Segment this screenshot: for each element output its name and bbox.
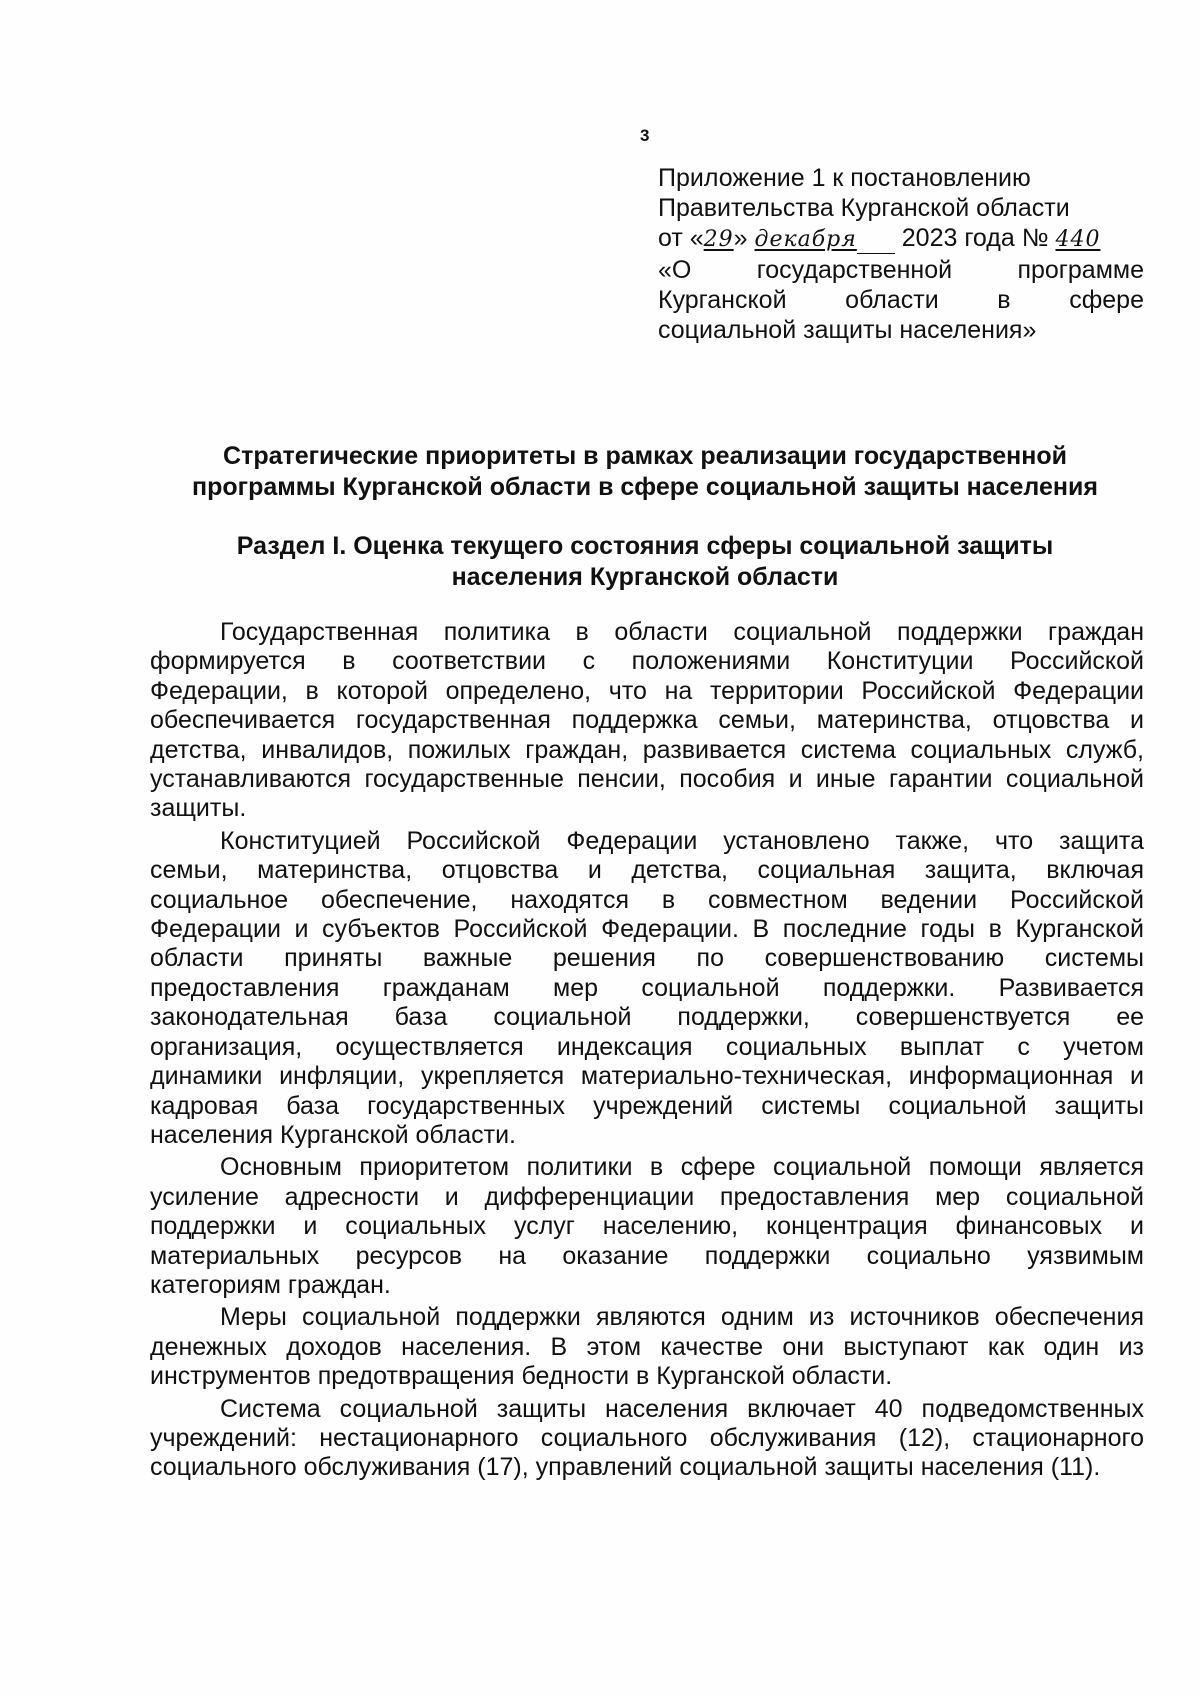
section-heading-line: Раздел I. Оценка текущего состояния сферы социальной защиты xyxy=(236,532,1054,560)
date-year: 2023 года № xyxy=(901,224,1049,252)
paragraph xyxy=(150,1395,1144,1483)
paragraph-line: материальных ресурсов на оказание поддержки социально уязвимым xyxy=(150,1241,1144,1270)
paragraph-line: обеспечивается государственная поддержка семьи, материнства, отцовства и xyxy=(150,706,1144,735)
appendix-date-line xyxy=(658,223,1144,255)
appendix-line: Курганской области в сфере xyxy=(658,286,1144,314)
paragraph xyxy=(150,1303,1144,1391)
section-heading xyxy=(150,531,1140,593)
section-heading-line: населения Курганской области xyxy=(451,563,839,591)
paragraph xyxy=(150,1153,1144,1300)
paragraph-line: Государственная политика в области социальной поддержки граждан xyxy=(220,618,1144,646)
paragraph-line: усиление адресности и дифференциации предоставления мер социальной xyxy=(150,1182,1144,1211)
paragraph-line: социальное обеспечение, находятся в совместном ведении Российской xyxy=(150,885,1144,914)
handwritten-day: 29 xyxy=(703,227,734,252)
body-text xyxy=(150,618,1144,1483)
paragraph-line: организация, осуществляется индексация социальных выплат с учетом xyxy=(150,1032,1144,1061)
appendix-line: социальной защиты населения» xyxy=(658,316,1037,344)
paragraph-line: населения Курганской области. xyxy=(150,1120,516,1149)
paragraph-line: Федерации и субъектов Российской Федерации. В последние годы в Курганской xyxy=(150,915,1144,944)
paragraph-line: категориям граждан. xyxy=(150,1270,391,1299)
paragraph xyxy=(150,618,1144,824)
paragraph-line: учреждений: нестационарного социального обслуживания (12), стационарного xyxy=(150,1423,1144,1452)
paragraph-line: устанавливаются государственные пенсии, пособия и иные гарантии социальной xyxy=(150,765,1144,794)
paragraph xyxy=(150,827,1144,1150)
page-number: 3 xyxy=(640,126,650,145)
paragraph-line: Федерации, в которой определено, что на территории Российской Федерации xyxy=(150,676,1144,705)
paragraph-line: семьи, материнства, отцовства и детства, социальная защита, включая xyxy=(150,856,1144,885)
paragraph-line: кадровая база государственных учреждений системы социальной защиты xyxy=(150,1091,1144,1120)
document-title xyxy=(150,441,1140,503)
paragraph-line: детства, инвалидов, пожилых граждан, развивается система социальных служб, xyxy=(150,735,1144,764)
date-prefix: от « xyxy=(658,224,704,252)
paragraph-line: Основным приоритетом политики в сфере социальной помощи является xyxy=(220,1153,1144,1182)
paragraph-line: динамики инфляции, укрепляется материально-техническая, информационная и xyxy=(150,1062,1144,1091)
paragraph-line: области приняты важные решения по совершенствованию системы xyxy=(150,944,1144,973)
paragraph-line: Конституцией Российской Федерации установлено также, что защита xyxy=(220,826,1144,855)
date-mid: » xyxy=(733,224,748,252)
paragraph-line: Система социальной защиты населения включает 40 подведомственных xyxy=(220,1394,1144,1423)
appendix-line: «О государственной программе xyxy=(658,256,1144,284)
title-line: программы Курганской области в сфере социальной защиты населения xyxy=(192,473,1098,501)
appendix-line: Приложение 1 к постановлению xyxy=(658,164,1031,192)
paragraph-line: формируется в соответствии с положениями Конституции Российской xyxy=(150,647,1144,676)
appendix-line: Правительства Курганской области xyxy=(658,194,1070,222)
title-line: Стратегические приоритеты в рамках реализации государственной xyxy=(223,442,1067,470)
paragraph-line: Меры социальной поддержки являются одним из источников обеспечения xyxy=(220,1303,1144,1332)
blank-line xyxy=(857,223,895,254)
paragraph-line: денежных доходов населения. В этом качестве они выступают как один из xyxy=(150,1332,1144,1361)
appendix-header xyxy=(658,163,1144,345)
paragraph-line: инструментов предотвращения бедности в Курганской области. xyxy=(150,1362,893,1391)
handwritten-month: декабря xyxy=(754,227,857,252)
paragraph-line: защиты. xyxy=(150,794,247,823)
paragraph-line: поддержки и социальных услуг населению, концентрация финансовых и xyxy=(150,1212,1144,1241)
paragraph-line: социального обслуживания (17), управлений социальной защиты населения (11). xyxy=(150,1453,1101,1482)
paragraph-line: предоставления гражданам мер социальной поддержки. Развивается xyxy=(150,973,1144,1002)
handwritten-number: 440 xyxy=(1055,227,1101,252)
paragraph-line: законодательная база социальной поддержки, совершенствуется ее xyxy=(150,1003,1144,1032)
